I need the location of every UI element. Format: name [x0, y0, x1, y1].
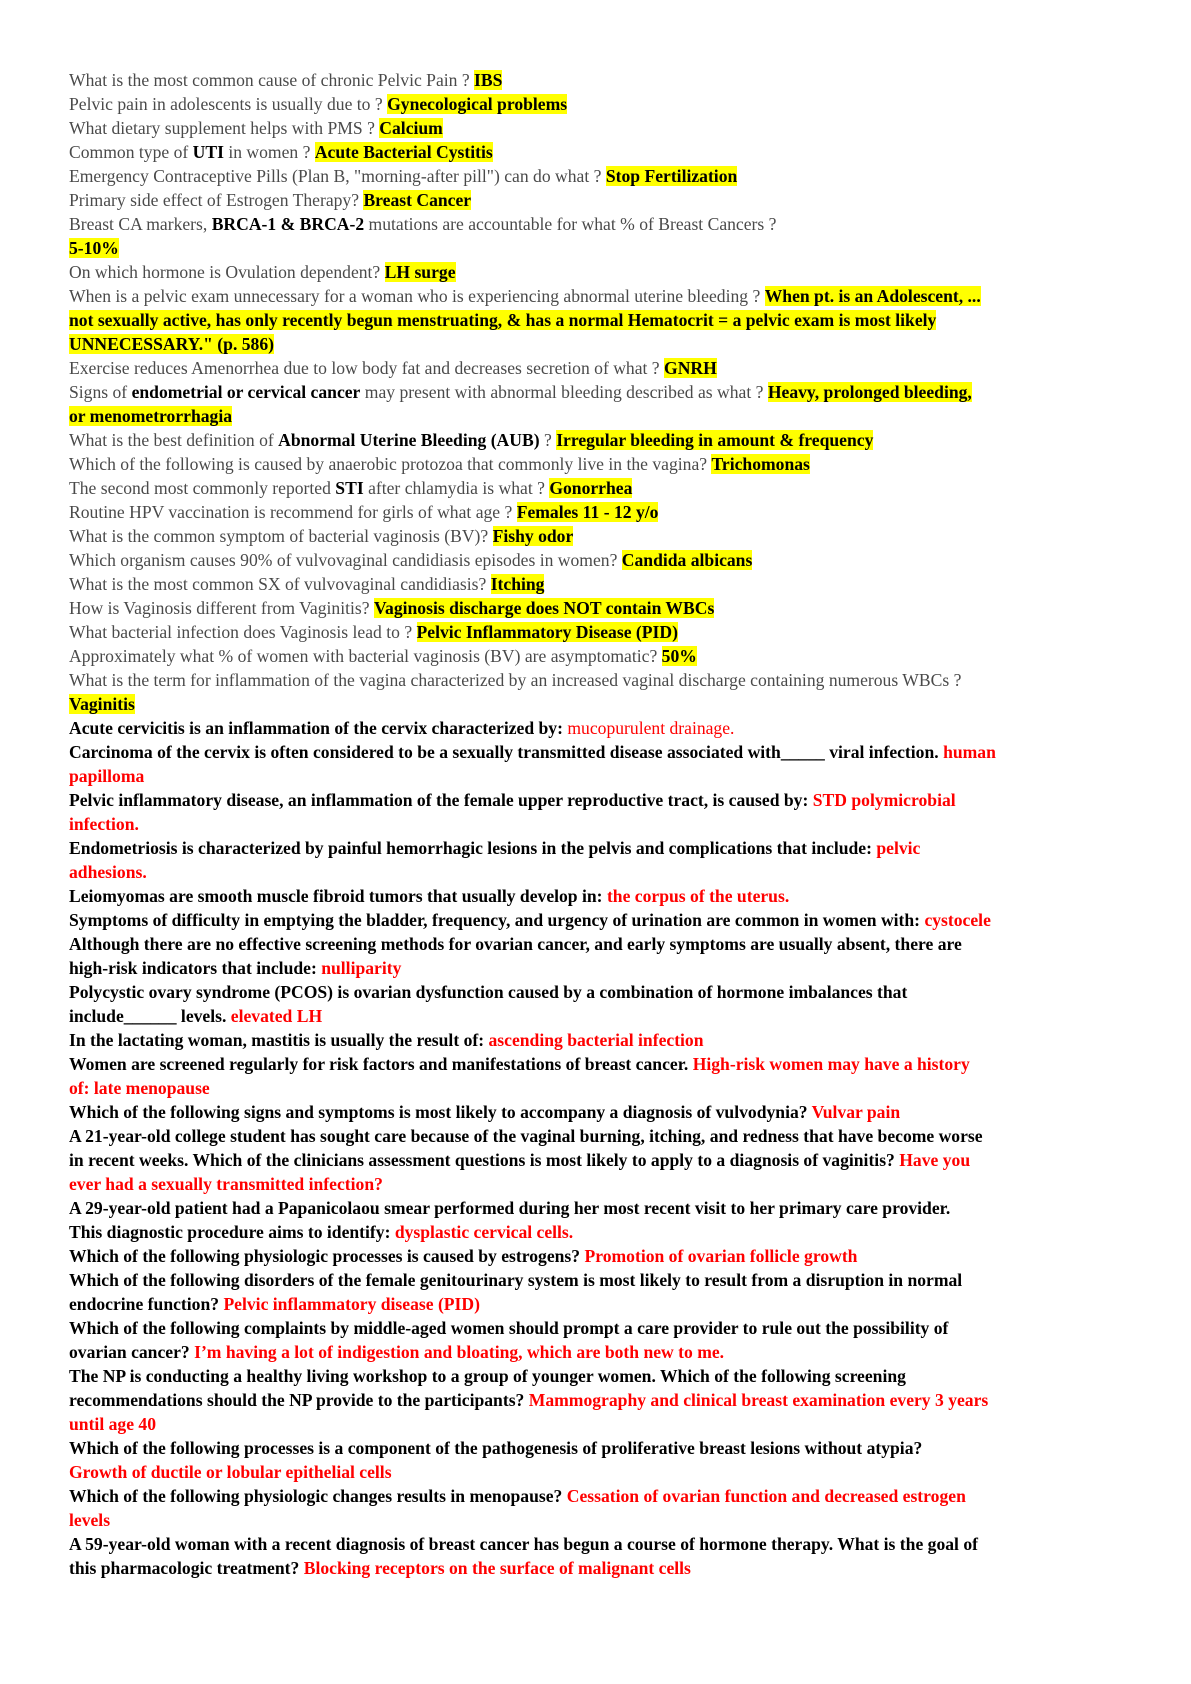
answer-highlight: Trichomonas	[711, 454, 810, 474]
mc-item-cont: recommendations should the NP provide to the participants? Mammography and clinical breast examination every 3 years	[69, 1390, 989, 1410]
qa-item: Signs of endometrial or cervical cancer may present with abnormal bleeding described as what ? Heavy, prolonged bleeding,	[69, 382, 972, 402]
answer-text: Promotion of ovarian follicle growth	[584, 1246, 858, 1266]
answer-highlight: Heavy, prolonged bleeding,	[767, 382, 972, 402]
qa-item: Exercise reduces Amenorrhea due to low body fat and decreases secretion of what ? GNRH	[69, 358, 717, 378]
answer-text: STD polymicrobial	[812, 790, 956, 810]
answer-text: ascending bacterial infection	[488, 1030, 704, 1050]
qa-item: Routine HPV vaccination is recommend for girls of what age ? Females 11 - 12 y/o	[69, 502, 659, 522]
mc-item-answer	[69, 1076, 1131, 1100]
answer-highlight: Gynecological problems	[387, 94, 568, 114]
answer-highlight: Itching	[490, 574, 545, 594]
key-term: BRCA-1 & BRCA-2	[211, 214, 365, 234]
answer-text: nulliparity	[321, 958, 402, 978]
mc-item: Carcinoma of the cervix is often considered to be a sexually transmitted disease associated with_____ viral infection. human	[69, 742, 996, 762]
qa-item-answer	[69, 332, 1131, 356]
mc-item: Polycystic ovary syndrome (PCOS) is ovarian dysfunction caused by a combination of hormone imbalances that	[69, 982, 908, 1002]
answer-highlight: GNRH	[664, 358, 717, 378]
mc-item: Which of the following physiologic processes is caused by estrogens? Promotion of ovarian follicle growth	[69, 1246, 858, 1266]
mc-item: Which of the following processes is a component of the pathogenesis of proliferative breast lesions without atypia?	[69, 1438, 923, 1458]
answer-text: Mammography and clinical breast examination every 3 years	[528, 1390, 989, 1410]
answer-highlight: Calcium	[379, 118, 443, 138]
mc-item: Leiomyomas are smooth muscle fibroid tumors that usually develop in: the corpus of the uterus.	[69, 886, 790, 906]
answer-highlight: UNNECESSARY." (p. 586)	[69, 334, 274, 354]
key-term: endometrial or cervical cancer	[131, 382, 361, 402]
qa-item-answer	[69, 692, 1131, 716]
answer-highlight: Gonorrhea	[549, 478, 633, 498]
qa-item: What is the common symptom of bacterial vaginosis (BV)? Fishy odor	[69, 526, 574, 546]
answer-text: I’m having a lot of indigestion and bloating, which are both new to me.	[194, 1342, 725, 1362]
mc-item-answer	[69, 860, 1131, 884]
mc-item-answer	[69, 1460, 1131, 1484]
mc-item-answer	[69, 1508, 1131, 1532]
mc-item: In the lactating woman, mastitis is usually the result of: ascending bacterial infection	[69, 1030, 704, 1050]
qa-item: How is Vaginosis different from Vaginitis? Vaginosis discharge does NOT contain WBCs	[69, 598, 715, 618]
qa-item: Which organism causes 90% of vulvovaginal candidiasis episodes in women? Candida albicans	[69, 550, 753, 570]
answer-text: dysplastic cervical cells.	[394, 1222, 574, 1242]
answer-highlight: Stop Fertilization	[605, 166, 738, 186]
mc-item: Which of the following complaints by middle-aged women should prompt a care provider to rule out the possibility of	[69, 1318, 949, 1338]
mc-item: Women are screened regularly for risk factors and manifestations of breast cancer. High-risk women may have a history	[69, 1054, 970, 1074]
answer-text: Blocking receptors on the surface of malignant cells	[303, 1558, 691, 1578]
answer-highlight: Vaginosis discharge does NOT contain WBCs	[373, 598, 715, 618]
answer-text: Cessation of ovarian function and decreased estrogen	[566, 1486, 966, 1506]
key-term: STI	[335, 478, 364, 498]
mc-item: The NP is conducting a healthy living workshop to a group of younger women. Which of the following screening	[69, 1366, 906, 1386]
answer-text: elevated LH	[230, 1006, 323, 1026]
key-term: UTI	[192, 142, 224, 162]
mc-item: Acute cervicitis is an inflammation of the cervix characterized by: mucopurulent drainage.	[69, 718, 735, 738]
mc-item-cont: This diagnostic procedure aims to identify: dysplastic cervical cells.	[69, 1222, 574, 1242]
qa-item: What is the most common cause of chronic Pelvic Pain ? IBS	[69, 70, 503, 90]
answer-text: until age 40	[69, 1414, 156, 1434]
answer-text: ever had a sexually transmitted infection?	[69, 1174, 383, 1194]
mc-item: Which of the following signs and symptoms is most likely to accompany a diagnosis of vulvodynia? Vulvar pain	[69, 1102, 901, 1122]
answer-text: Growth of ductile or lobular epithelial cells	[69, 1462, 392, 1482]
answer-text: the corpus of the uterus.	[606, 886, 790, 906]
answer-highlight: or menometrorrhagia	[69, 406, 233, 426]
answer-text: human	[943, 742, 996, 762]
qa-item: What dietary supplement helps with PMS ? Calcium	[69, 118, 443, 138]
qa-item: What is the most common SX of vulvovaginal candidiasis? Itching	[69, 574, 545, 594]
answer-highlight: Irregular bleeding in amount & frequency	[556, 430, 874, 450]
qa-item: Which of the following is caused by anaerobic protozoa that commonly live in the vagina? Trichomonas	[69, 454, 810, 474]
mc-item-answer	[69, 1172, 1131, 1196]
answer-highlight: Females 11 - 12 y/o	[516, 502, 659, 522]
mc-item-cont: include______ levels. elevated LH	[69, 1006, 323, 1026]
mc-item-cont: ovarian cancer? I’m having a lot of indigestion and bloating, which are both new to me.	[69, 1342, 725, 1362]
mc-item: Endometriosis is characterized by painful hemorrhagic lesions in the pelvis and complications that include: pelvic	[69, 838, 921, 858]
answer-highlight: Vaginitis	[69, 694, 135, 714]
mc-item: A 59-year-old woman with a recent diagnosis of breast cancer has begun a course of hormone therapy. What is the goal of	[69, 1534, 978, 1554]
qa-item: The second most commonly reported STI after chlamydia is what ? Gonorrhea	[69, 478, 633, 498]
mc-item: Which of the following physiologic changes results in menopause? Cessation of ovarian function and decreased estrogen	[69, 1486, 966, 1506]
mc-item: Symptoms of difficulty in emptying the bladder, frequency, and urgency of urination are common in women with: cystocele	[69, 910, 991, 930]
qa-item: What is the term for inflammation of the vagina characterized by an increased vaginal discharge containing numerous WBCs ?	[69, 670, 962, 690]
answer-text: Have you	[899, 1150, 971, 1170]
answer-text: Pelvic inflammatory disease (PID)	[223, 1294, 480, 1314]
answer-text: Vulvar pain	[811, 1102, 901, 1122]
qa-item-answer	[69, 308, 1131, 332]
answer-highlight: Fishy odor	[492, 526, 574, 546]
mc-item-cont: high-risk indicators that include: nulliparity	[69, 958, 402, 978]
mc-item-answer	[69, 1412, 1131, 1436]
qa-item: Emergency Contraceptive Pills (Plan B, "morning-after pill") can do what ? Stop Fertilization	[69, 166, 738, 186]
answer-text: infection.	[69, 814, 139, 834]
mc-item-cont: in recent weeks. Which of the clinicians assessment questions is most likely to apply to a diagnosis of vaginitis? Have you	[69, 1150, 971, 1170]
qa-item: What bacterial infection does Vaginosis lead to ? Pelvic Inflammatory Disease (PID)	[69, 622, 678, 642]
answer-highlight: IBS	[474, 70, 503, 90]
mc-item: A 21-year-old college student has sought care because of the vaginal burning, itching, and redness that have become worse	[69, 1126, 983, 1146]
answer-text: papilloma	[69, 766, 145, 786]
answer-text: levels	[69, 1510, 111, 1530]
answer-highlight: not sexually active, has only recently begun menstruating, & has a normal Hematocrit = a pelvic exam is most likely	[69, 310, 937, 330]
answer-highlight: Candida albicans	[621, 550, 753, 570]
mc-item-answer	[69, 764, 1131, 788]
mc-item: Although there are no effective screening methods for ovarian cancer, and early symptoms are usually absent, there are	[69, 934, 962, 954]
answer-highlight: 50%	[661, 646, 697, 666]
mc-item-answer	[69, 812, 1131, 836]
qa-item-answer	[69, 236, 1131, 260]
qa-item: What is the best definition of Abnormal Uterine Bleeding (AUB) ? Irregular bleeding in amount & frequency	[69, 430, 874, 450]
qa-item: Breast CA markers, BRCA-1 & BRCA-2 mutations are accountable for what % of Breast Cancers ?	[69, 214, 777, 234]
answer-highlight: Acute Bacterial Cystitis	[314, 142, 493, 162]
qa-item: Pelvic pain in adolescents is usually due to ? Gynecological problems	[69, 94, 568, 114]
answer-highlight: Breast Cancer	[363, 190, 472, 210]
answer-text: pelvic	[876, 838, 921, 858]
mc-item-cont: this pharmacologic treatment? Blocking receptors on the surface of malignant cells	[69, 1558, 691, 1578]
answer-text: mucopurulent drainage.	[567, 718, 735, 738]
qa-item: Primary side effect of Estrogen Therapy? Breast Cancer	[69, 190, 472, 210]
answer-text: adhesions.	[69, 862, 147, 882]
key-term: Abnormal Uterine Bleeding (AUB)	[278, 430, 540, 450]
answer-text: High-risk women may have a history	[692, 1054, 970, 1074]
qa-item: On which hormone is Ovulation dependent? LH surge	[69, 262, 456, 282]
answer-highlight: LH surge	[384, 262, 456, 282]
answer-highlight: 5-10%	[69, 238, 119, 258]
mc-item: Which of the following disorders of the female genitourinary system is most likely to result from a disruption in normal	[69, 1270, 963, 1290]
qa-item-answer	[69, 404, 1131, 428]
qa-item: Common type of UTI in women ? Acute Bacterial Cystitis	[69, 142, 493, 162]
qa-item: Approximately what % of women with bacterial vaginosis (BV) are asymptomatic? 50%	[69, 646, 697, 666]
answer-highlight: Pelvic Inflammatory Disease (PID)	[416, 622, 678, 642]
mc-item: Pelvic inflammatory disease, an inflammation of the female upper reproductive tract, is caused by: STD polymicrobial	[69, 790, 956, 810]
qa-item: When is a pelvic exam unnecessary for a woman who is experiencing abnormal uterine bleeding ? When pt. is an Adolescent, ...	[69, 286, 981, 306]
mc-item-cont: endocrine function? Pelvic inflammatory disease (PID)	[69, 1294, 480, 1314]
answer-text: cystocele	[924, 910, 991, 930]
answer-highlight: When pt. is an Adolescent, ...	[764, 286, 981, 306]
mc-item: A 29-year-old patient had a Papanicolaou smear performed during her most recent visit to her primary care provider.	[69, 1198, 951, 1218]
answer-text: of: late menopause	[69, 1078, 210, 1098]
